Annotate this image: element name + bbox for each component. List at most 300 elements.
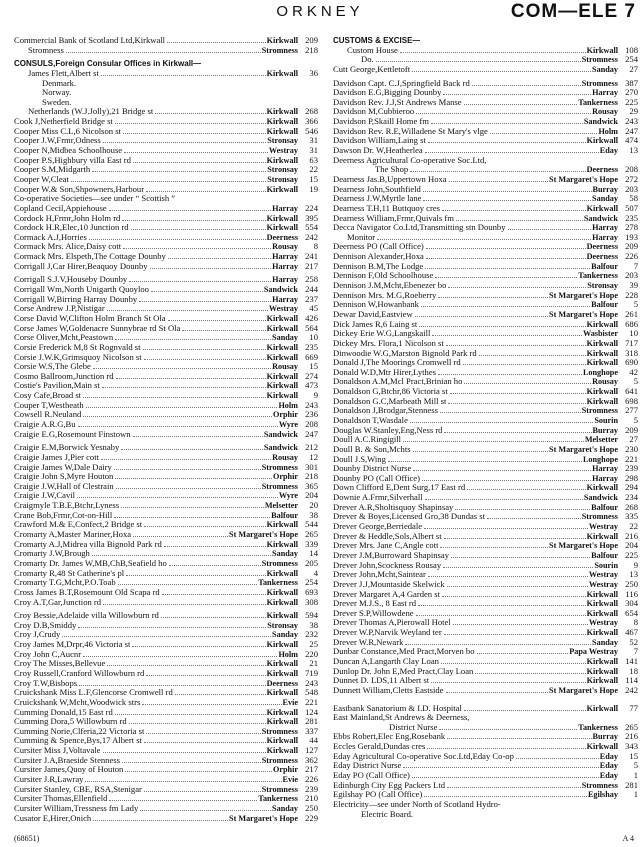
- entry-exchange: Kirkwall: [586, 136, 618, 146]
- entry-name: Cooper Miss C.L,6 Nicolson st: [14, 126, 121, 136]
- directory-entry: [14, 362, 318, 372]
- dot-leader: [146, 191, 266, 192]
- dot-leader: [413, 451, 548, 452]
- dot-leader: [442, 596, 586, 597]
- entry-number: 203: [625, 184, 638, 194]
- dot-leader: [83, 397, 266, 398]
- entry-name: Cooper W.& Son,Shpowners,Harbour: [14, 184, 145, 194]
- dot-leader: [133, 162, 266, 163]
- dot-leader: [167, 42, 266, 43]
- entry-number: 218: [305, 45, 318, 55]
- entry-exchange: Wasbister: [582, 329, 618, 339]
- dot-leader: [109, 800, 257, 801]
- directory-entry: [14, 343, 318, 353]
- entry-name: Drever S.P,Willowdene: [333, 608, 414, 618]
- entry-number: 339: [305, 539, 318, 549]
- entry-exchange: Kirkwall: [266, 223, 298, 233]
- section-heading: [333, 36, 638, 46]
- directory-entry: [333, 667, 638, 677]
- entry-name: Cosmo Ballroom,Junction rd: [14, 371, 114, 381]
- directory-entry: [333, 252, 638, 262]
- directory-entry: [14, 304, 318, 314]
- entry-exchange: Kirkwall: [266, 391, 298, 401]
- directory-entry: [14, 679, 318, 689]
- entry-number: 77: [629, 703, 638, 713]
- dot-leader: [144, 526, 265, 527]
- directory-entry: [14, 621, 318, 631]
- directory-entry: [14, 794, 318, 804]
- entry-number: 232: [305, 630, 318, 640]
- dot-leader: [415, 316, 548, 317]
- entry-number: 564: [305, 323, 318, 333]
- entry-name: Co-operative Societies—see under “ Scottish ”: [14, 194, 176, 204]
- entry-exchange: Tankerness: [578, 722, 618, 732]
- entry-name: Duncan A,Langarth Clay Loan: [333, 657, 439, 666]
- directory-entry: [333, 522, 638, 532]
- entry-name: Crawford M.& E,Confect,2 Bridge st: [14, 520, 143, 530]
- directory-entry: [14, 501, 318, 511]
- entry-exchange: Westray: [268, 304, 298, 314]
- entry-exchange: Kirkwall: [266, 213, 298, 223]
- entry-name: Deerness Agricultural Co-operative Soc.Ltd,: [333, 155, 487, 165]
- entry-exchange: Sandwick: [583, 213, 618, 223]
- entry-exchange: Stromness: [261, 755, 298, 765]
- entry-exchange: Westray: [588, 618, 618, 628]
- entry-exchange: Tankerness: [578, 97, 618, 107]
- entry-name: Dickey Mrs. Flora,1 Nicolson st: [333, 338, 444, 348]
- directory-entry: [333, 657, 638, 667]
- directory-entry: [14, 127, 318, 137]
- entry-exchange: Kirkwall: [266, 68, 298, 78]
- entry-number: 19: [309, 184, 318, 194]
- entry-exchange: Kirkwall: [586, 319, 618, 329]
- entry-name: Craigie James W,Dale Dairy: [14, 462, 112, 472]
- dot-leader: [144, 791, 261, 792]
- directory-entry: [14, 540, 318, 550]
- entry-name: Croy James M,Drpr,46 Victoria st: [14, 640, 131, 650]
- dot-leader: [133, 436, 263, 437]
- entry-exchange: Longhope: [582, 454, 618, 464]
- entry-number: 210: [305, 794, 318, 804]
- entry-name: Cutt George,Kettletoft: [333, 64, 411, 74]
- entry-number: 116: [625, 589, 638, 599]
- entry-exchange: Stromness: [581, 78, 618, 88]
- directory-entry: [14, 804, 318, 814]
- entry-name: Davidson Capt. C.J,Springfield Back rd: [333, 78, 470, 88]
- entry-number: 281: [625, 780, 638, 790]
- directory-entry: [14, 765, 318, 775]
- entry-name: Cordock H,Frmr,John Holm rd: [14, 213, 121, 223]
- directory-entry: [14, 136, 318, 146]
- entry-name: Cook J,Netherfield Bridge st: [14, 117, 113, 127]
- entry-exchange: Kirkwall: [266, 717, 298, 727]
- entry-exchange: Evie: [282, 775, 298, 785]
- entry-exchange: Sanday: [592, 64, 618, 74]
- entry-exchange: Rousay: [272, 362, 298, 372]
- entry-number: 467: [625, 628, 638, 638]
- entry-name: Craigie J.W,Hall of Clestrain: [14, 481, 114, 491]
- entry-number: 395: [305, 213, 318, 223]
- entry-exchange: St Margaret's Hope: [549, 174, 618, 184]
- directory-entry: [14, 295, 318, 305]
- entry-name: Egilshay PO (Call Office): [333, 790, 423, 800]
- entry-name: Donaldson A.M,Mcl Pract,Brinian ho: [333, 377, 463, 387]
- entry-name: Croy Bessie,Adelaide villa Willowburn rd: [14, 611, 159, 621]
- entry-number: 12: [309, 452, 318, 462]
- directory-entry: [14, 659, 318, 669]
- entry-exchange: Kirkwall: [586, 589, 618, 599]
- directory-entry: [333, 146, 638, 156]
- entry-exchange: Stromness: [261, 45, 298, 55]
- directory-entry: [14, 372, 318, 382]
- dot-leader: [125, 771, 272, 772]
- entry-name: Dewar David,Eastview: [333, 309, 413, 319]
- entry-number: 15: [629, 751, 638, 761]
- entry-number: 265: [305, 530, 318, 540]
- directory-entry: [14, 746, 318, 756]
- entry-exchange: Kirkwall: [266, 371, 298, 381]
- dot-leader: [122, 220, 265, 221]
- entry-name: Doull B. & Son,Mchts: [333, 444, 411, 454]
- entry-name: Corsie J.W.K,Grimsquoy Nicolson st: [14, 352, 142, 362]
- entry-number: 127: [305, 746, 318, 756]
- entry-name: Cromarty A,Master Mariner,Hoxa: [14, 530, 132, 540]
- directory-entry: [14, 727, 318, 737]
- directory-entry: [333, 339, 638, 349]
- directory-entry: [14, 814, 318, 824]
- entry-number: 641: [625, 387, 638, 397]
- entry-number: 254: [625, 55, 638, 65]
- entry-exchange: Papa Westray: [569, 647, 618, 657]
- entry-number: 343: [625, 742, 638, 752]
- dot-leader: [142, 704, 281, 705]
- directory-entry: [333, 561, 638, 571]
- entry-name: Drever M.J.S., 8 East rd: [333, 599, 417, 609]
- entry-name: Craigie A.R.G,Bu: [14, 419, 76, 429]
- dot-leader: [423, 200, 591, 201]
- entry-number: 235: [625, 213, 638, 223]
- directory-entry: [333, 704, 638, 714]
- entry-exchange: Sandwick: [263, 443, 298, 453]
- directory-entry: [333, 397, 638, 407]
- entry-exchange: Westray: [588, 522, 618, 532]
- dot-leader: [93, 820, 228, 821]
- entry-exchange: Kirkwall: [266, 342, 298, 352]
- entry-number: 204: [625, 541, 638, 551]
- entry-exchange: Kirkwall: [266, 597, 298, 607]
- entry-exchange: Kirkwall: [266, 184, 298, 194]
- dot-leader: [451, 557, 590, 558]
- entry-name: Drever George,Berriedale: [333, 522, 423, 532]
- dot-leader: [508, 229, 592, 230]
- entry-name: Dunlop Dr. John E,Med Pract,Clay Loan: [333, 666, 474, 676]
- entry-exchange: Holm: [278, 400, 298, 410]
- entry-name: Davidson E.G,Bigging Dounby: [333, 88, 442, 98]
- entry-number: 220: [305, 649, 318, 659]
- entry-name: Doull J.S,Wing: [333, 454, 386, 464]
- entry-exchange: Sourin: [594, 415, 618, 425]
- dot-leader: [435, 277, 577, 278]
- directory-entry: [333, 551, 638, 561]
- entry-name: Electricity—see under North of Scotland Hydro-: [333, 799, 501, 809]
- directory-entry: [14, 204, 318, 214]
- entry-number: 4: [313, 568, 318, 578]
- entry-name: Eday Agricultural Co-operative Soc.Ltd,Eday Co-op: [333, 751, 514, 761]
- entry-number: 230: [625, 444, 638, 454]
- entry-number: 13: [629, 146, 638, 156]
- entry-name: Corrigall Wm,North Unigarth Quoyloo: [14, 285, 149, 295]
- directory-entry: [333, 686, 638, 696]
- dot-leader: [114, 469, 261, 470]
- dot-leader: [447, 787, 581, 788]
- entry-name: Drever Margaret A,4 Garden st: [333, 589, 440, 599]
- entry-exchange: Rousay: [272, 242, 298, 252]
- directory-entry: [333, 732, 638, 742]
- entry-number: 58: [629, 194, 638, 204]
- dot-leader: [448, 403, 585, 404]
- entry-number: 474: [625, 136, 638, 146]
- dot-leader: [416, 615, 586, 616]
- dot-leader: [86, 407, 278, 408]
- entry-number: 221: [305, 697, 318, 707]
- entry-name: Sweden.: [42, 97, 72, 107]
- dot-leader: [455, 509, 590, 510]
- dot-leader: [425, 152, 599, 153]
- directory-entry: [333, 358, 638, 368]
- entry-number: 241: [305, 252, 318, 262]
- entry-name: East Mainland,St Andrews & Deerness,: [333, 713, 470, 723]
- entry-exchange: Westray: [588, 570, 618, 580]
- entry-number: 250: [305, 803, 318, 813]
- entry-exchange: Deerness: [586, 252, 618, 262]
- entry-exchange: Sanday: [272, 630, 298, 640]
- entry-name: Cruickshank W,Mcht,Woodwick strs: [14, 697, 141, 707]
- directory-entry: [14, 88, 318, 98]
- directory-entry: [333, 464, 638, 474]
- right-column: [333, 36, 638, 819]
- dot-leader: [448, 287, 586, 288]
- dot-leader: [71, 181, 266, 182]
- entry-exchange: Balfour: [591, 550, 618, 560]
- entry-number: 1: [633, 771, 638, 781]
- entry-number: 258: [305, 275, 318, 285]
- entry-exchange: Kirkwall: [266, 352, 298, 362]
- dot-leader: [129, 281, 271, 282]
- entry-number: 39: [629, 281, 638, 291]
- entry-name: Dunnet D. LDS,11 Albert st: [333, 676, 430, 686]
- directory-entry: [14, 233, 318, 243]
- directory-entry: [333, 175, 638, 185]
- entry-name: Cooper S.M,Midgarth: [14, 165, 91, 175]
- directory-entry: [333, 676, 638, 686]
- directory-entry: [333, 483, 638, 493]
- entry-name: Dearness T.H,11 Buttquoy cres: [333, 203, 441, 213]
- entry-exchange: Rousay: [592, 107, 618, 117]
- entry-number: 237: [305, 294, 318, 304]
- entry-name: Drever & Boyes,Licensed Gro,38 Dundas st: [333, 512, 486, 522]
- entry-exchange: Melsetter: [584, 435, 618, 445]
- directory-entry: [14, 214, 318, 224]
- directory-entry: [333, 532, 638, 542]
- entry-number: 366: [305, 117, 318, 127]
- entry-exchange: Tankerness: [578, 271, 618, 281]
- entry-name: Davidson P,Skaill Home fm: [333, 117, 429, 127]
- entry-name: Corrigall W,Birring Harray Dounby: [14, 294, 138, 304]
- entry-name: Couper T,Westheath: [14, 400, 84, 410]
- directory-entry: [14, 285, 318, 295]
- entry-name: Cromarty T.G,Mcht,P.O.Toab: [14, 578, 116, 588]
- dot-leader: [431, 123, 583, 124]
- entry-exchange: Burray: [592, 184, 618, 194]
- directory-entry: [333, 127, 638, 137]
- entry-exchange: Sanday: [272, 803, 298, 813]
- entry-name: Cross James B.T,Rosemount Old Scapa rd: [14, 587, 160, 597]
- directory-entry: [14, 252, 318, 262]
- entry-name: Croy John C,Aucnr: [14, 649, 82, 659]
- dot-leader: [438, 374, 582, 375]
- entry-exchange: Kirkwall: [266, 707, 298, 717]
- directory-entry: [333, 752, 638, 762]
- entry-exchange: Sanday: [272, 333, 298, 343]
- entry-name: Cursiter Thomas,Ellenfield: [14, 794, 108, 804]
- entry-number: 301: [305, 462, 318, 472]
- dot-leader: [447, 586, 588, 587]
- dot-leader: [416, 113, 591, 114]
- entry-name: Cursiter J.A,Braeside Stenness: [14, 755, 120, 765]
- entry-number: 217: [305, 765, 318, 775]
- directory-entry: [333, 781, 638, 791]
- entry-name: Cursiter J.R,Lawray: [14, 775, 84, 785]
- entry-exchange: Melsetter: [264, 501, 298, 511]
- entry-number: 236: [305, 410, 318, 420]
- entry-name: Dearness J.W,Myrtle lane: [333, 194, 422, 204]
- entry-number: 7: [633, 261, 638, 271]
- entry-exchange: Stromness: [261, 558, 298, 568]
- entry-name: Cursiter Stanley, CBE, RSA,Stenigar: [14, 784, 142, 794]
- entry-name: Eastbank Sanatorium & I.D. Hospital: [333, 703, 462, 713]
- dot-leader: [123, 248, 271, 249]
- directory-entry: [333, 194, 638, 204]
- entry-name: Cruickshank Miss L.F,Glencorse Cromwell rd: [14, 688, 173, 698]
- directory-entry: [333, 271, 638, 281]
- entry-exchange: Wyre: [278, 491, 298, 501]
- entry-name: Cromarty R,48 St Catherine's pl: [14, 568, 125, 578]
- dot-leader: [161, 617, 266, 618]
- directory-entry: [333, 242, 638, 252]
- entry-exchange: Kirkwall: [266, 669, 298, 678]
- entry-exchange: Longhope: [582, 367, 618, 377]
- entry-number: 278: [625, 223, 638, 233]
- entry-exchange: Stromness: [581, 406, 618, 416]
- dot-leader: [118, 584, 258, 585]
- directory-entry: [333, 349, 638, 359]
- entry-number: 25: [309, 640, 318, 650]
- entry-exchange: Wyre: [278, 419, 298, 429]
- entry-name: Cusator E,Hirer,Onich: [14, 813, 92, 823]
- entry-exchange: Stronsay: [267, 620, 298, 630]
- entry-name: Electric Board.: [361, 809, 414, 819]
- dot-leader: [423, 191, 592, 192]
- dot-leader: [107, 665, 265, 666]
- entry-name: Corrigall J,Car Hirer,Beaquoy Dounby: [14, 261, 148, 271]
- entry-number: 277: [625, 406, 638, 416]
- dot-leader: [376, 61, 581, 62]
- entry-exchange: Kirkwall: [586, 387, 618, 397]
- dot-leader: [146, 675, 265, 676]
- dot-leader: [432, 335, 582, 336]
- entry-name: Eday PO (Call Office): [333, 771, 410, 781]
- dot-leader: [116, 488, 261, 489]
- directory-entry: [14, 242, 318, 252]
- entry-exchange: Deerness: [266, 232, 298, 242]
- entry-number: 226: [625, 252, 638, 262]
- entry-number: 5: [633, 377, 638, 387]
- entry-number: 693: [305, 587, 318, 597]
- entry-name: Copland Cecil,Appiehouse: [14, 203, 107, 213]
- dot-leader: [114, 517, 270, 518]
- dot-leader: [463, 364, 586, 365]
- entry-number: 216: [625, 531, 638, 541]
- dot-leader: [175, 694, 266, 695]
- entry-number: 669: [305, 352, 318, 362]
- entry-exchange: Harray: [592, 464, 618, 474]
- directory-entry: [14, 708, 318, 718]
- entry-number: 235: [305, 342, 318, 352]
- entry-exchange: Kirkwall: [586, 599, 618, 609]
- entry-number: 1: [633, 790, 638, 800]
- entry-name: Dennison B.M,The Lodge: [333, 261, 424, 271]
- entry-exchange: Stromness: [261, 481, 298, 491]
- entry-number: 304: [625, 599, 638, 609]
- entry-number: 10: [629, 329, 638, 339]
- entry-exchange: Stromness: [261, 726, 298, 736]
- entry-exchange: Kirkwall: [266, 323, 298, 333]
- entry-name: Drever J.M,Burroward Shapinsay: [333, 550, 449, 560]
- dot-leader: [83, 656, 277, 657]
- entry-exchange: Eday: [599, 771, 618, 781]
- entry-number: 224: [305, 203, 318, 213]
- directory-entry: [14, 669, 318, 679]
- dot-leader: [107, 310, 268, 311]
- entry-name: Dennison J.M,Mcht,Ebenezer bo: [333, 281, 447, 291]
- dot-leader: [440, 412, 581, 413]
- dot-leader: [115, 478, 272, 479]
- directory-entry: [14, 482, 318, 492]
- entry-number: 216: [625, 732, 638, 742]
- dot-leader: [467, 489, 585, 490]
- dot-leader: [449, 181, 548, 182]
- dot-leader: [103, 752, 266, 753]
- entry-number: 42: [629, 367, 638, 377]
- directory-entry: [14, 165, 318, 175]
- dot-leader: [66, 52, 261, 53]
- entry-name: Cursiter William,Tressness fm Lady: [14, 803, 139, 813]
- dot-leader: [143, 349, 266, 350]
- entry-name: Drever W.P,Narvik Weyland ter: [333, 628, 442, 638]
- dot-leader: [413, 470, 591, 471]
- entry-number: 270: [625, 88, 638, 98]
- dot-leader: [412, 777, 599, 778]
- dot-leader: [444, 538, 586, 539]
- directory-entry: [333, 790, 638, 800]
- entry-exchange: Orphir: [272, 765, 298, 775]
- entry-exchange: Sandwick: [583, 493, 618, 503]
- entry-exchange: Kirkwall: [586, 338, 618, 348]
- entry-number: 268: [625, 502, 638, 512]
- directory-entry: [14, 463, 318, 473]
- entry-name: Denmark.: [42, 78, 77, 88]
- dot-leader: [428, 142, 586, 143]
